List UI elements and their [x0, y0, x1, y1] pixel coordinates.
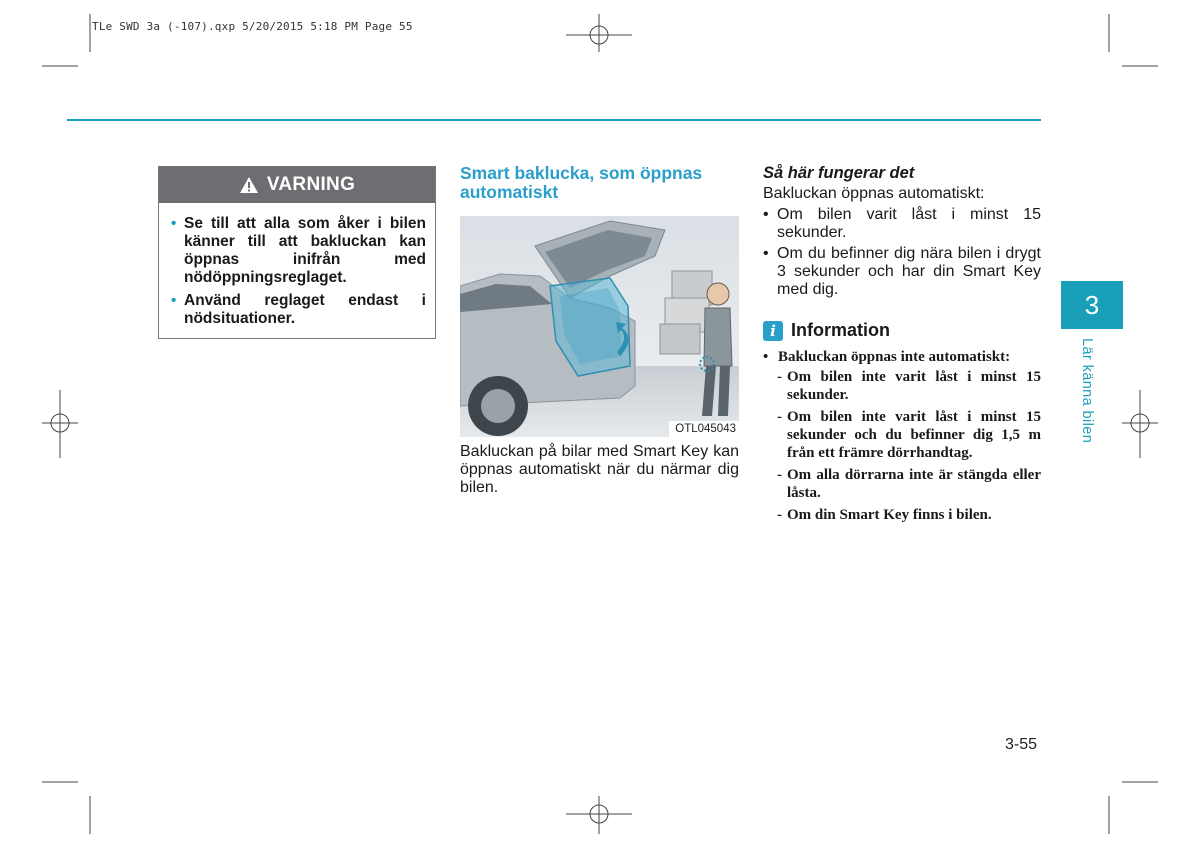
page-number: 3-55 [1005, 736, 1038, 753]
figure-label: OTL045043 [669, 421, 739, 437]
print-slug: TLe SWD 3a (-107).qxp 5/20/2015 5:18 PM Page 55 [92, 20, 413, 33]
chapter-number: 3 [1084, 289, 1100, 320]
how-it-works-lead: Bakluckan öppnas automatiskt: [763, 185, 985, 202]
tailgate-illustration [460, 216, 739, 437]
warning-item: • Använd reglaget endast i nödsituationer. [171, 292, 426, 327]
chapter-tab [1061, 281, 1123, 329]
right-column [763, 164, 1041, 528]
how-it-works-heading: Så här fungerar det [763, 164, 915, 182]
list-item: • Om bilen varit låst i minst 15 sekunder. [763, 206, 1041, 241]
list-item: • Bakluckan öppnas inte automatiskt: - Om bilen inte varit låst i minst 15 sekunder. - Om bilen inte varit låst i minst 15 sekunder och du befinner dig 1,5 m från ett främre dörrhandtag. - Om alla dörrarna inte är stängda eller låsta. - Om din Smart Key finns i bilen. [763, 349, 1041, 523]
section-heading: Smart baklucka, som öppnas automatiskt [460, 163, 703, 202]
header-rule [67, 119, 1041, 121]
list-item: - Om bilen inte varit låst i minst 15 sekunder och du befinner dig 1,5 m från ett främre dörrhandtag. [777, 409, 1041, 461]
warning-item: • Se till att alla som åker i bilen känner till att bakluckan kan öppnas inifrån med nödöppningsreglaget. [171, 215, 426, 286]
list-item: - Om din Smart Key finns i bilen. [777, 507, 992, 523]
section-body: Bakluckan på bilar med Smart Key kan öppnas automatiskt när du närmar dig bilen. [460, 443, 739, 496]
information-list [763, 348, 1041, 524]
list-item: • Om du befinner dig nära bilen i drygt 3 sekunder och har din Smart Key med dig. [763, 245, 1041, 298]
warning-list [159, 203, 435, 328]
warning-title: VARNING [266, 174, 356, 195]
info-icon: i [763, 321, 783, 341]
information-title: Information [791, 320, 890, 340]
warning-box [158, 166, 436, 339]
list-item: - Om bilen inte varit låst i minst 15 sekunder. [777, 369, 1041, 403]
information-header [763, 320, 1041, 341]
how-it-works-list [763, 206, 1041, 299]
information-sublist [777, 368, 1041, 524]
warning-triangle-icon [239, 176, 259, 194]
list-item: - Om alla dörrarna inte är stängda eller låsta. [777, 467, 1041, 501]
chapter-title: Lär känna bilen [1079, 338, 1095, 444]
warning-header [159, 167, 435, 203]
